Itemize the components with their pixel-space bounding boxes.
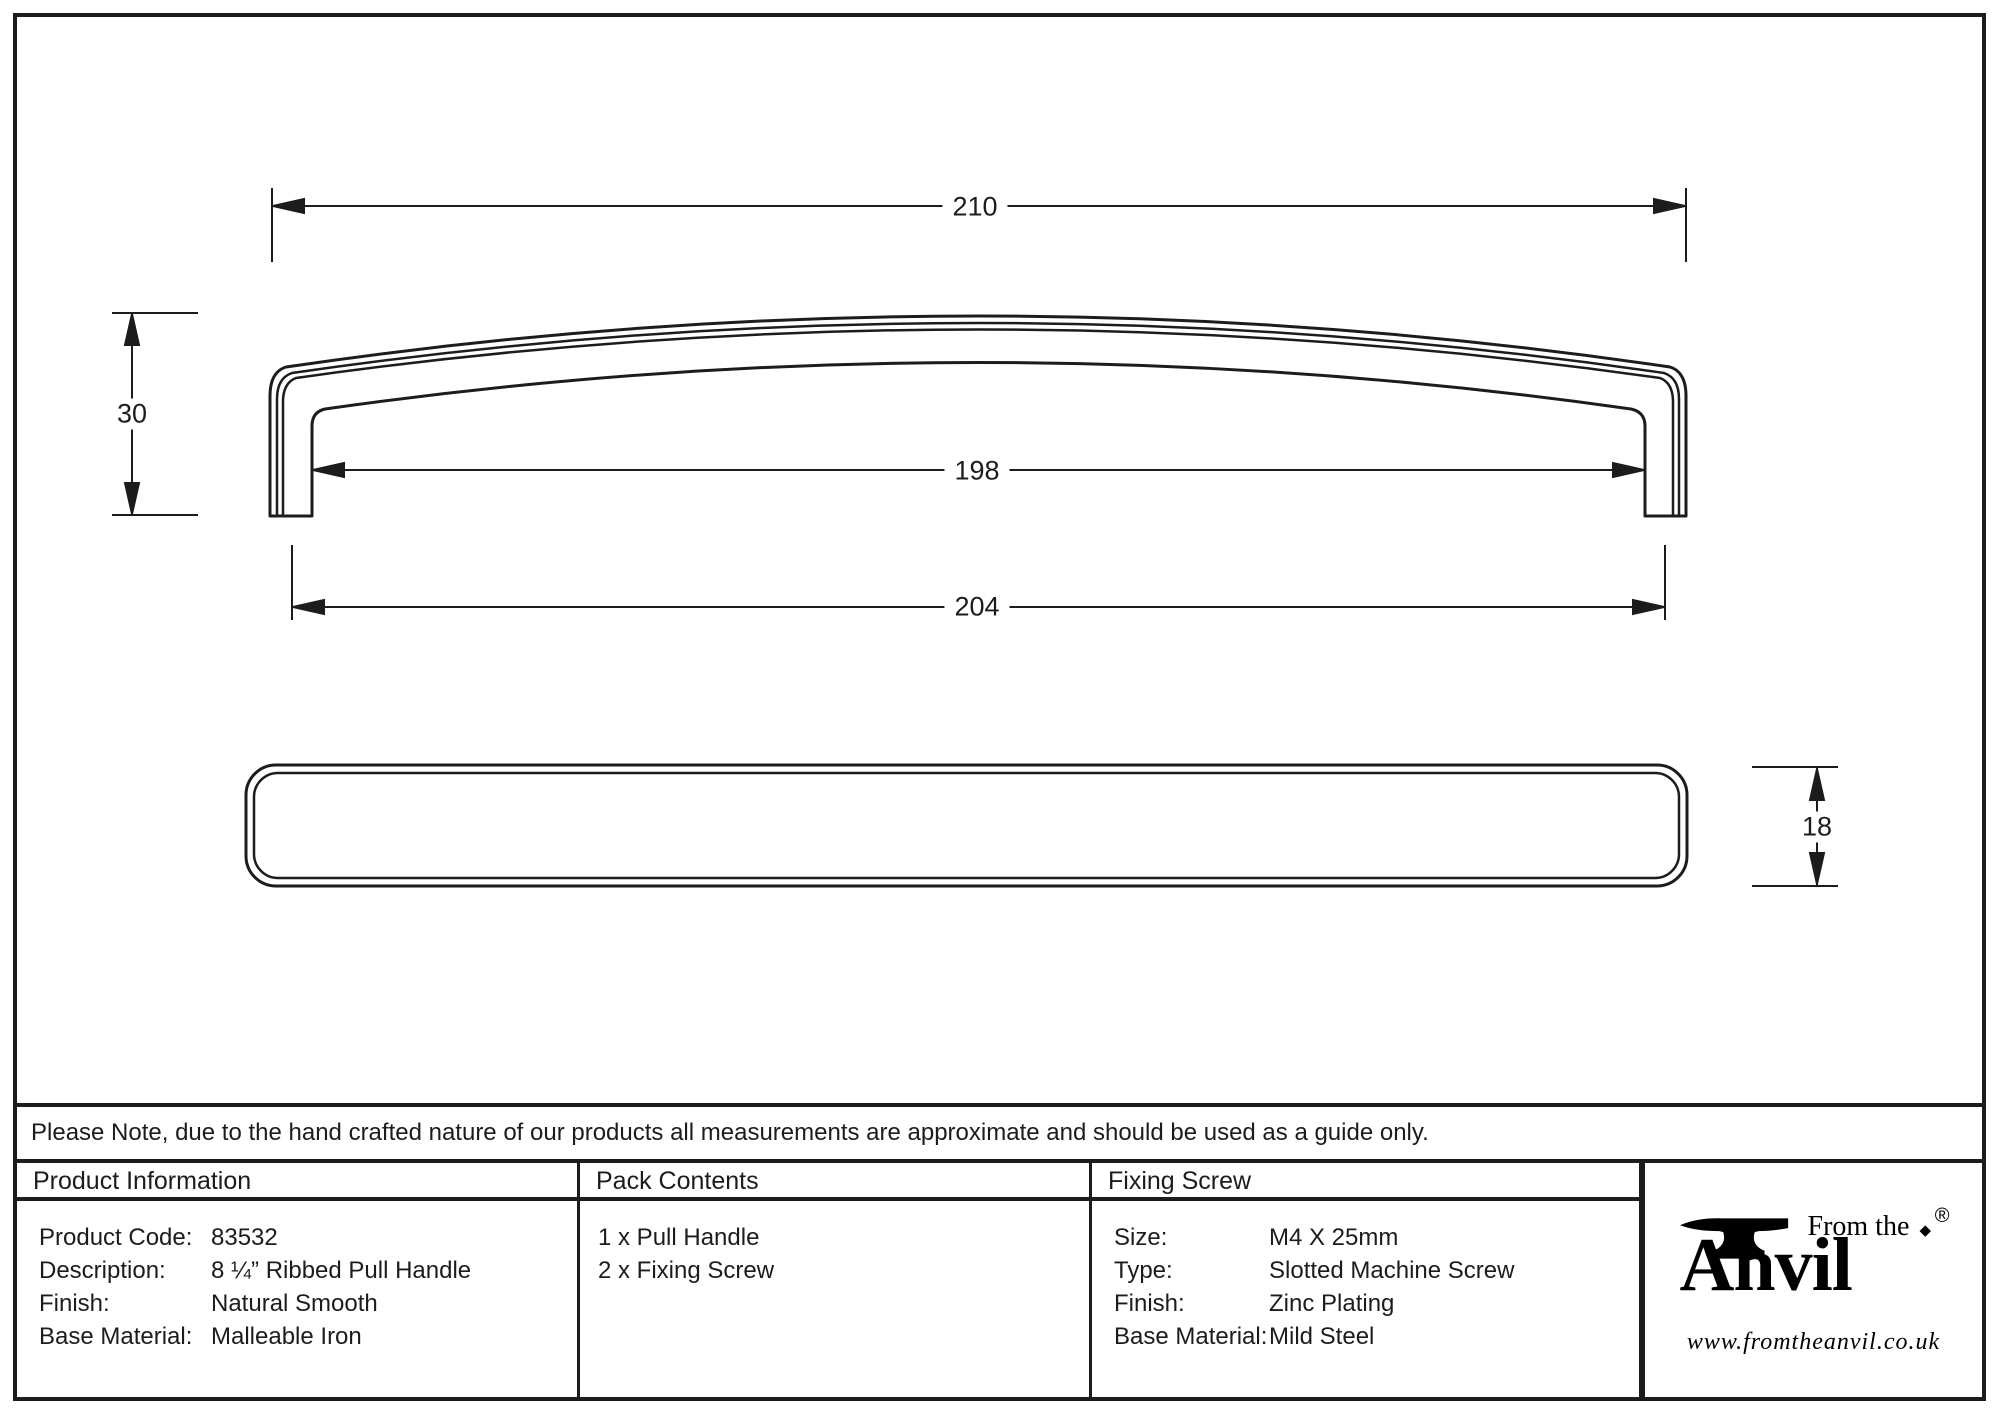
spec-row-size: [1114, 1221, 1639, 1254]
spec-row-finish: [39, 1287, 577, 1320]
side-view-drawing: [246, 765, 1687, 886]
logo-website-url: www.fromtheanvil.co.uk: [1686, 1328, 1941, 1355]
spec-value: Zinc Plating: [1269, 1290, 1395, 1317]
spec-label: Product Code:: [39, 1224, 193, 1251]
logo-tagline: From the: [1807, 1210, 1910, 1242]
spec-label: Finish:: [39, 1290, 110, 1317]
dim-label-overall-width: 210: [942, 192, 1007, 223]
brand-logo-cell: [1642, 1163, 1982, 1397]
spec-value: Malleable Iron: [211, 1323, 362, 1350]
measurement-note: [13, 1103, 1986, 1163]
side-profile-outer: [246, 765, 1687, 886]
logo-brand-text: Anvil: [1679, 1222, 1852, 1307]
spec-label: Size:: [1114, 1224, 1168, 1251]
pack-contents-header: Pack Contents: [580, 1163, 1092, 1197]
spec-value: Natural Smooth: [211, 1290, 378, 1317]
fixing-screw-cell: [1092, 1201, 1642, 1397]
spec-row-type: [1114, 1254, 1639, 1287]
fixing-screw-header: Fixing Screw: [1092, 1163, 1642, 1197]
product-information-header: Product Information: [17, 1163, 580, 1197]
spec-label: Base Material:: [39, 1323, 193, 1350]
dim-label-height: 30: [107, 399, 157, 430]
spec-row-screw-material: [1114, 1320, 1639, 1353]
spec-row-base-material: [39, 1320, 577, 1353]
spec-value: Slotted Machine Screw: [1269, 1257, 1515, 1284]
spec-label: Finish:: [1114, 1290, 1185, 1317]
spec-value: Mild Steel: [1269, 1323, 1375, 1350]
diamond-icon: ◆: [1919, 1221, 1932, 1239]
spec-label: Description:: [39, 1257, 166, 1284]
spec-value: M4 X 25mm: [1269, 1224, 1399, 1251]
pack-item: 2 x Fixing Screw: [598, 1257, 775, 1284]
pack-contents-cell: [580, 1201, 1092, 1397]
info-table-body: [17, 1201, 1642, 1397]
spec-row-screw-finish: [1114, 1287, 1639, 1320]
dim-label-inner-width: 198: [944, 456, 1009, 487]
rib-line: [277, 323, 1679, 516]
spec-value: 83532: [211, 1224, 278, 1251]
pack-item: 1 x Pull Handle: [598, 1224, 760, 1251]
rib-line: [283, 330, 1673, 517]
registered-trademark-icon: ®: [1934, 1204, 1950, 1227]
from-the-anvil-logo: [1678, 1205, 1950, 1321]
dim-label-depth: 18: [1792, 812, 1842, 843]
spec-label: Base Material:: [1114, 1323, 1268, 1350]
product-information-cell: [17, 1201, 580, 1397]
info-table-header: [17, 1163, 1642, 1201]
spec-row-product-code: [39, 1221, 577, 1254]
side-profile-inner: [254, 773, 1679, 878]
spec-row-description: [39, 1254, 577, 1287]
dim-label-fixing-centres: 204: [944, 592, 1009, 623]
note-text: Please Note, due to the hand crafted nature of our products all measurements are approximate and should be used as a guide only.: [31, 1119, 1429, 1146]
spec-value: 8 ¼” Ribbed Pull Handle: [211, 1257, 472, 1284]
spec-label: Type:: [1114, 1257, 1173, 1284]
